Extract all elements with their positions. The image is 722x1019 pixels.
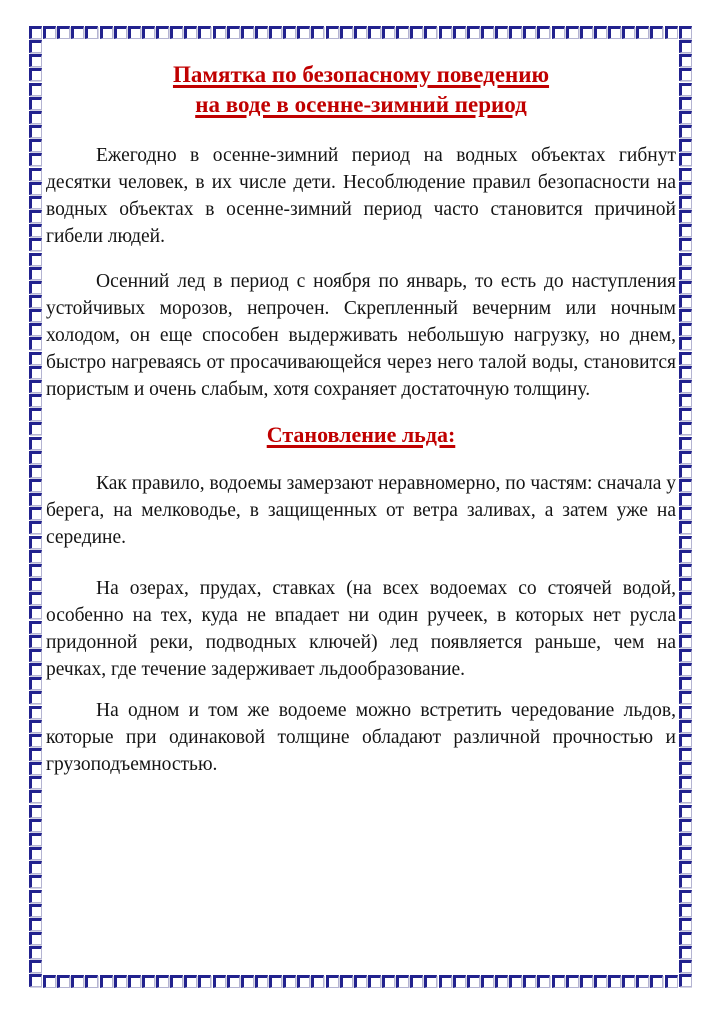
border-square (29, 352, 42, 365)
border-square (43, 975, 56, 988)
border-square (29, 295, 42, 308)
border-square (679, 550, 692, 563)
border-square (679, 54, 692, 67)
border-square (679, 281, 692, 294)
border-square (679, 663, 692, 676)
border-square (679, 337, 692, 350)
border-square (29, 196, 42, 209)
paragraph-intro-2: Осенний лед в период с ноября по январь, то есть до наступления устойчивых морозов, непрочен. Скрепленный вечерним или ночным холодом, он еще способен выдерживать небольшую нагрузку, но днем, быстро нагреваясь от просачивающейся через него талой воды, становится пористым и очень слабым, хотя сохраняет достаточную толщину. (46, 271, 676, 400)
border-square (679, 536, 692, 549)
border-square (396, 26, 409, 39)
border-square (467, 26, 480, 39)
page-border-left (29, 26, 42, 988)
border-square (29, 309, 42, 322)
border-square (679, 380, 692, 393)
border-square (156, 975, 169, 988)
border-square (29, 267, 42, 280)
page-border-bottom (43, 975, 678, 988)
border-square (297, 975, 310, 988)
border-square (679, 706, 692, 719)
border-square (29, 323, 42, 336)
border-square (566, 26, 579, 39)
border-square (29, 182, 42, 195)
paragraph-intro-1: Ежегодно в осенне-зимний период на водных объектах гибнут десятки человек, в их числе дети. Несоблюдение правил безопасности на водных объектах в осенне-зимний период часто становится причиной гибели людей. (46, 145, 676, 247)
border-square (29, 68, 42, 81)
border-square (29, 394, 42, 407)
border-square (580, 975, 593, 988)
border-square (29, 635, 42, 648)
border-square (679, 875, 692, 888)
border-square (679, 564, 692, 577)
border-square (679, 422, 692, 435)
border-square (679, 238, 692, 251)
border-square (156, 26, 169, 39)
border-square (85, 26, 98, 39)
border-square (679, 267, 692, 280)
border-square (537, 26, 550, 39)
border-square (679, 635, 692, 648)
border-square (29, 606, 42, 619)
border-square (679, 182, 692, 195)
border-square (269, 975, 282, 988)
border-square (679, 83, 692, 96)
border-square (184, 975, 197, 988)
border-square (679, 691, 692, 704)
border-square (679, 153, 692, 166)
border-square (636, 26, 649, 39)
border-square (382, 975, 395, 988)
border-square (29, 960, 42, 973)
border-square (679, 790, 692, 803)
border-square (255, 26, 268, 39)
border-square (552, 975, 565, 988)
border-square (326, 26, 339, 39)
border-square (29, 805, 42, 818)
border-square (679, 97, 692, 110)
border-square (636, 975, 649, 988)
border-square (679, 394, 692, 407)
border-square (495, 975, 508, 988)
border-square (29, 776, 42, 789)
border-square (283, 975, 296, 988)
border-square (679, 139, 692, 152)
border-square (679, 819, 692, 832)
border-square (29, 847, 42, 860)
border-square (424, 26, 437, 39)
border-square (679, 974, 692, 987)
border-square (679, 762, 692, 775)
border-square (29, 224, 42, 237)
border-square (29, 97, 42, 110)
border-square (679, 833, 692, 846)
border-square (29, 40, 42, 53)
border-square (29, 521, 42, 534)
paragraph-section-2: На озерах, прудах, ставках (на всех водоемах со стоячей водой, особенно на тех, куда не впадает ни один ручеек, в которых нет русла придонной реки, подводных ключей) лед появляется раньше, чем на речках, где течение задерживает льдообразование. (46, 578, 676, 680)
border-square (679, 253, 692, 266)
border-square (43, 26, 56, 39)
border-square (368, 975, 381, 988)
section-heading: Становление льда: (266, 422, 456, 447)
border-square (467, 975, 480, 988)
border-square (396, 975, 409, 988)
border-square (114, 26, 127, 39)
border-square (29, 706, 42, 719)
border-square (29, 238, 42, 251)
border-square (679, 352, 692, 365)
border-square (679, 776, 692, 789)
border-square (481, 26, 494, 39)
border-square (100, 26, 113, 39)
border-square (622, 975, 635, 988)
border-square (410, 26, 423, 39)
border-square (29, 550, 42, 563)
border-square (594, 26, 607, 39)
border-square (354, 975, 367, 988)
border-square (29, 139, 42, 152)
document-content (46, 60, 676, 778)
border-square (326, 975, 339, 988)
border-square (679, 847, 692, 860)
border-square (29, 153, 42, 166)
border-square (679, 168, 692, 181)
border-square (29, 493, 42, 506)
border-square (29, 918, 42, 931)
border-square (679, 323, 692, 336)
border-square (29, 904, 42, 917)
border-square (71, 26, 84, 39)
border-square (679, 677, 692, 690)
border-square (622, 26, 635, 39)
border-square (29, 875, 42, 888)
border-square (481, 975, 494, 988)
border-square (608, 975, 621, 988)
border-square (269, 26, 282, 39)
border-square (509, 26, 522, 39)
border-square (29, 366, 42, 379)
border-square (29, 210, 42, 223)
border-square (29, 748, 42, 761)
border-square (29, 54, 42, 67)
border-square (198, 26, 211, 39)
border-square (114, 975, 127, 988)
border-square (85, 975, 98, 988)
border-square (679, 621, 692, 634)
border-square (537, 975, 550, 988)
border-square (679, 960, 692, 973)
border-square (679, 904, 692, 917)
border-square (29, 168, 42, 181)
border-square (679, 493, 692, 506)
border-square (665, 975, 678, 988)
border-square (29, 790, 42, 803)
border-square (679, 578, 692, 591)
border-square (29, 890, 42, 903)
border-square (679, 210, 692, 223)
border-square (29, 861, 42, 874)
border-square (608, 26, 621, 39)
border-square (29, 437, 42, 450)
border-square (679, 649, 692, 662)
border-square (170, 26, 183, 39)
border-square (368, 26, 381, 39)
border-square (29, 465, 42, 478)
border-square (29, 564, 42, 577)
border-square (29, 408, 42, 421)
border-square (29, 451, 42, 464)
border-square (439, 975, 452, 988)
border-square (170, 975, 183, 988)
border-square (382, 26, 395, 39)
page-title-line1: Памятка по безопасному поведению (172, 62, 550, 87)
border-square (566, 975, 579, 988)
border-square (29, 649, 42, 662)
border-square (128, 26, 141, 39)
border-square (29, 691, 42, 704)
border-square (340, 975, 353, 988)
border-square (594, 975, 607, 988)
border-square (241, 26, 254, 39)
border-square (29, 974, 42, 987)
border-square (57, 975, 70, 988)
border-square (679, 507, 692, 520)
border-square (650, 975, 663, 988)
border-square (679, 40, 692, 53)
border-square (29, 253, 42, 266)
border-square (679, 521, 692, 534)
border-square (227, 26, 240, 39)
border-square (142, 26, 155, 39)
border-square (311, 975, 324, 988)
border-square (29, 111, 42, 124)
border-square (57, 26, 70, 39)
border-square (679, 408, 692, 421)
border-square (227, 975, 240, 988)
border-square (679, 932, 692, 945)
border-square (679, 224, 692, 237)
border-square (679, 720, 692, 733)
border-square (29, 677, 42, 690)
paragraph-section-1: Как правило, водоемы замерзают неравномерно, по частям: сначала у берега, на мелководье, в защищенных от ветра заливах, а затем уже на середине. (46, 473, 676, 548)
border-square (29, 819, 42, 832)
border-square (71, 975, 84, 988)
border-square (679, 734, 692, 747)
border-square (679, 437, 692, 450)
border-square (241, 975, 254, 988)
border-square (29, 507, 42, 520)
border-square (679, 68, 692, 81)
border-square (509, 975, 522, 988)
border-square (552, 26, 565, 39)
border-square (100, 975, 113, 988)
border-square (453, 26, 466, 39)
border-square (142, 975, 155, 988)
border-square (453, 975, 466, 988)
border-square (29, 720, 42, 733)
border-square (297, 26, 310, 39)
border-square (495, 26, 508, 39)
border-square (29, 946, 42, 959)
border-square (679, 465, 692, 478)
border-square (424, 975, 437, 988)
page-title (46, 60, 676, 120)
border-square (679, 26, 692, 39)
border-square (29, 734, 42, 747)
page-border-top (43, 26, 678, 39)
border-square (29, 83, 42, 96)
border-square (679, 366, 692, 379)
border-square (665, 26, 678, 39)
border-square (679, 295, 692, 308)
page-border-right (679, 26, 692, 988)
border-square (679, 196, 692, 209)
border-square (29, 833, 42, 846)
border-square (679, 606, 692, 619)
border-square (311, 26, 324, 39)
border-square (650, 26, 663, 39)
border-square (679, 890, 692, 903)
border-square (439, 26, 452, 39)
border-square (29, 479, 42, 492)
border-square (679, 592, 692, 605)
border-square (29, 621, 42, 634)
border-square (410, 975, 423, 988)
border-square (354, 26, 367, 39)
border-square (29, 578, 42, 591)
border-square (29, 762, 42, 775)
border-square (255, 975, 268, 988)
border-square (679, 748, 692, 761)
border-square (29, 422, 42, 435)
border-square (580, 26, 593, 39)
border-square (523, 975, 536, 988)
border-square (679, 125, 692, 138)
border-square (679, 309, 692, 322)
border-square (679, 111, 692, 124)
border-square (29, 932, 42, 945)
border-square (29, 281, 42, 294)
border-square (679, 946, 692, 959)
border-square (213, 26, 226, 39)
border-square (128, 975, 141, 988)
border-square (283, 26, 296, 39)
border-square (29, 663, 42, 676)
border-square (679, 479, 692, 492)
page-title-line2: на воде в осенне-зимний период (195, 92, 527, 117)
border-square (679, 805, 692, 818)
border-square (29, 26, 42, 39)
border-square (29, 536, 42, 549)
border-square (679, 861, 692, 874)
border-square (184, 26, 197, 39)
border-square (340, 26, 353, 39)
border-square (198, 975, 211, 988)
border-square (523, 26, 536, 39)
border-square (679, 451, 692, 464)
border-square (29, 380, 42, 393)
paragraph-section-3: На одном и том же водоеме можно встретить чередование льдов, которые при одинаковой толщине обладают различной прочностью и грузоподъемностью. (46, 700, 676, 775)
border-square (29, 125, 42, 138)
border-square (29, 337, 42, 350)
border-square (213, 975, 226, 988)
border-square (679, 918, 692, 931)
border-square (29, 592, 42, 605)
